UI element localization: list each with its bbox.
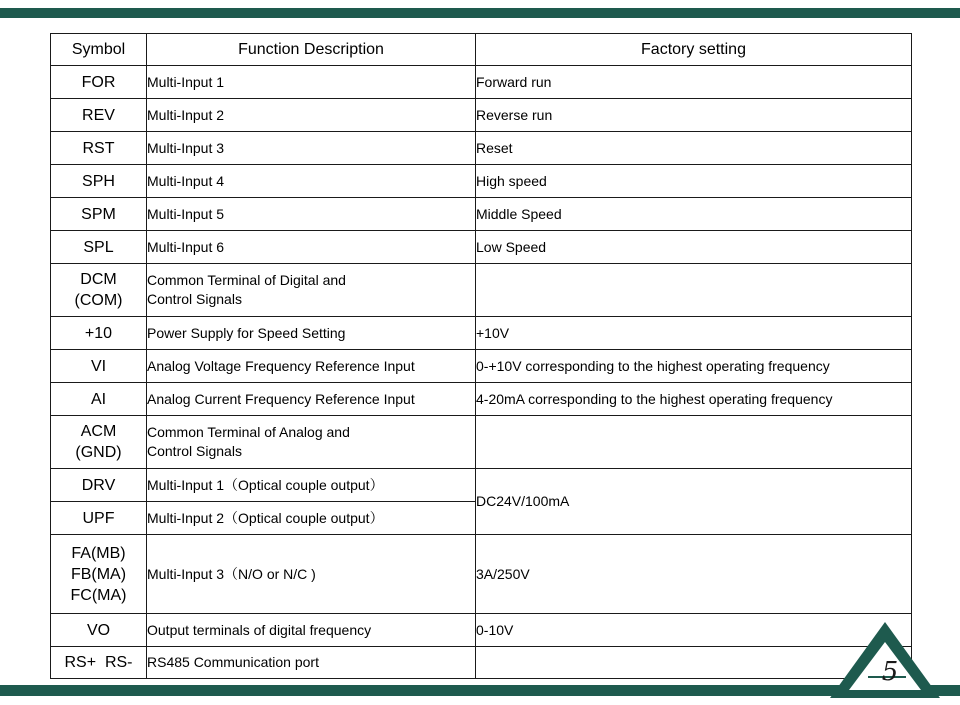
symbol-text: FB(MA) — [70, 565, 127, 583]
function-text: Multi-Input 5 — [147, 205, 225, 222]
function-cell — [147, 350, 476, 383]
symbol-text: RST — [82, 139, 115, 157]
factory-cell: 0-10V — [476, 614, 912, 647]
symbol-text: FA(MB) — [71, 544, 126, 562]
symbol-text: FOR — [81, 73, 116, 91]
function-cell — [147, 264, 476, 317]
symbol-cell — [51, 165, 147, 198]
factory-cell — [476, 416, 912, 469]
function-cell — [147, 99, 476, 132]
factory-cell: Reverse run — [476, 99, 912, 132]
function-text: Multi-Input 1 — [147, 73, 225, 90]
table-row — [51, 469, 912, 502]
factory-cell: 3A/250V — [476, 535, 912, 614]
symbol-text: (GND) — [75, 444, 122, 461]
symbol-text: RS+ RS- — [64, 654, 133, 671]
symbol-cell — [51, 317, 147, 350]
table-row — [51, 416, 912, 469]
table-row — [51, 231, 912, 264]
function-text: Multi-Input 4 — [147, 172, 225, 189]
symbol-cell — [51, 614, 147, 647]
symbol-text: VO — [86, 621, 111, 639]
symbol-cell — [51, 132, 147, 165]
factory-cell: High speed — [476, 165, 912, 198]
table-row — [51, 535, 912, 614]
symbol-text: DCM — [80, 271, 117, 288]
table-row — [51, 614, 912, 647]
symbol-text: SPM — [81, 205, 116, 223]
table-row — [51, 647, 912, 679]
symbol-cell — [51, 469, 147, 502]
function-text: Multi-Input 3 — [147, 139, 225, 156]
function-text: Analog Current Frequency Reference Input — [147, 390, 415, 407]
function-cell — [147, 231, 476, 264]
table-row — [51, 132, 912, 165]
symbol-text: VI — [90, 357, 107, 375]
symbol-text: SPH — [82, 172, 115, 190]
factory-cell: Middle Speed — [476, 198, 912, 231]
function-cell — [147, 66, 476, 99]
header-row — [51, 34, 912, 66]
symbol-cell — [51, 264, 147, 317]
symbol-text: (COM) — [74, 292, 123, 309]
factory-cell: 4-20mA corresponding to the highest operating frequency — [476, 383, 912, 416]
function-text: Multi-Input 1（Optical couple output） — [147, 476, 384, 493]
function-cell — [147, 317, 476, 350]
function-cell — [147, 535, 476, 614]
function-text: Common Terminal of Analog and — [147, 424, 350, 440]
function-cell — [147, 383, 476, 416]
function-text: Control Signals — [147, 291, 242, 307]
symbol-text: REV — [82, 106, 115, 124]
function-text: Analog Voltage Frequency Reference Input — [147, 357, 415, 374]
factory-cell-merged: DC24V/100mA — [476, 469, 912, 535]
function-text: Output terminals of digital frequency — [147, 621, 372, 638]
top-accent-band — [0, 8, 960, 18]
terminal-spec-table — [50, 33, 912, 679]
table-row — [51, 264, 912, 317]
symbol-cell — [51, 66, 147, 99]
symbol-text: ACM — [80, 423, 117, 440]
factory-cell: 0-+10V corresponding to the highest operating frequency — [476, 350, 912, 383]
function-cell — [147, 198, 476, 231]
function-text: Multi-Input 6 — [147, 238, 225, 255]
triangle-logo-icon — [828, 620, 942, 700]
page-number: 5 — [881, 657, 899, 687]
function-cell — [147, 614, 476, 647]
symbol-text: FC(MA) — [70, 586, 127, 604]
function-text: Multi-Input 2（Optical couple output） — [147, 509, 384, 526]
factory-cell: +10V — [476, 317, 912, 350]
symbol-cell — [51, 647, 147, 679]
table-row — [51, 99, 912, 132]
bottom-accent-band — [0, 685, 960, 696]
symbol-text: SPL — [83, 238, 114, 256]
symbol-cell — [51, 416, 147, 469]
factory-cell — [476, 264, 912, 317]
symbol-text: DRV — [81, 476, 116, 494]
function-cell — [147, 502, 476, 535]
table-row — [51, 383, 912, 416]
table-row — [51, 198, 912, 231]
function-cell — [147, 132, 476, 165]
factory-cell: Reset — [476, 132, 912, 165]
symbol-cell — [51, 350, 147, 383]
header-function: Function Description — [147, 34, 476, 66]
factory-cell: Forward run — [476, 66, 912, 99]
table-row — [51, 350, 912, 383]
table-row — [51, 66, 912, 99]
header-factory-setting: Factory setting — [476, 34, 912, 66]
symbol-text: UPF — [82, 509, 115, 527]
symbol-text: AI — [90, 390, 107, 408]
table-row — [51, 165, 912, 198]
function-cell — [147, 469, 476, 502]
function-text: Control Signals — [147, 443, 242, 459]
symbol-cell — [51, 231, 147, 264]
symbol-cell — [51, 198, 147, 231]
function-text: Multi-Input 2 — [147, 106, 225, 123]
symbol-cell — [51, 383, 147, 416]
header-symbol: Symbol — [51, 34, 147, 66]
function-text: Common Terminal of Digital and — [147, 272, 346, 288]
function-cell — [147, 165, 476, 198]
table-row — [51, 317, 912, 350]
factory-cell: Low Speed — [476, 231, 912, 264]
symbol-text: +10 — [84, 324, 113, 342]
symbol-cell — [51, 535, 147, 614]
function-cell — [147, 416, 476, 469]
function-text: Power Supply for Speed Setting — [147, 324, 346, 341]
function-text: Multi-Input 3（N/O or N/C ) — [147, 565, 316, 582]
symbol-cell — [51, 502, 147, 535]
function-text: RS485 Communication port — [147, 654, 319, 670]
function-cell — [147, 647, 476, 679]
symbol-cell — [51, 99, 147, 132]
